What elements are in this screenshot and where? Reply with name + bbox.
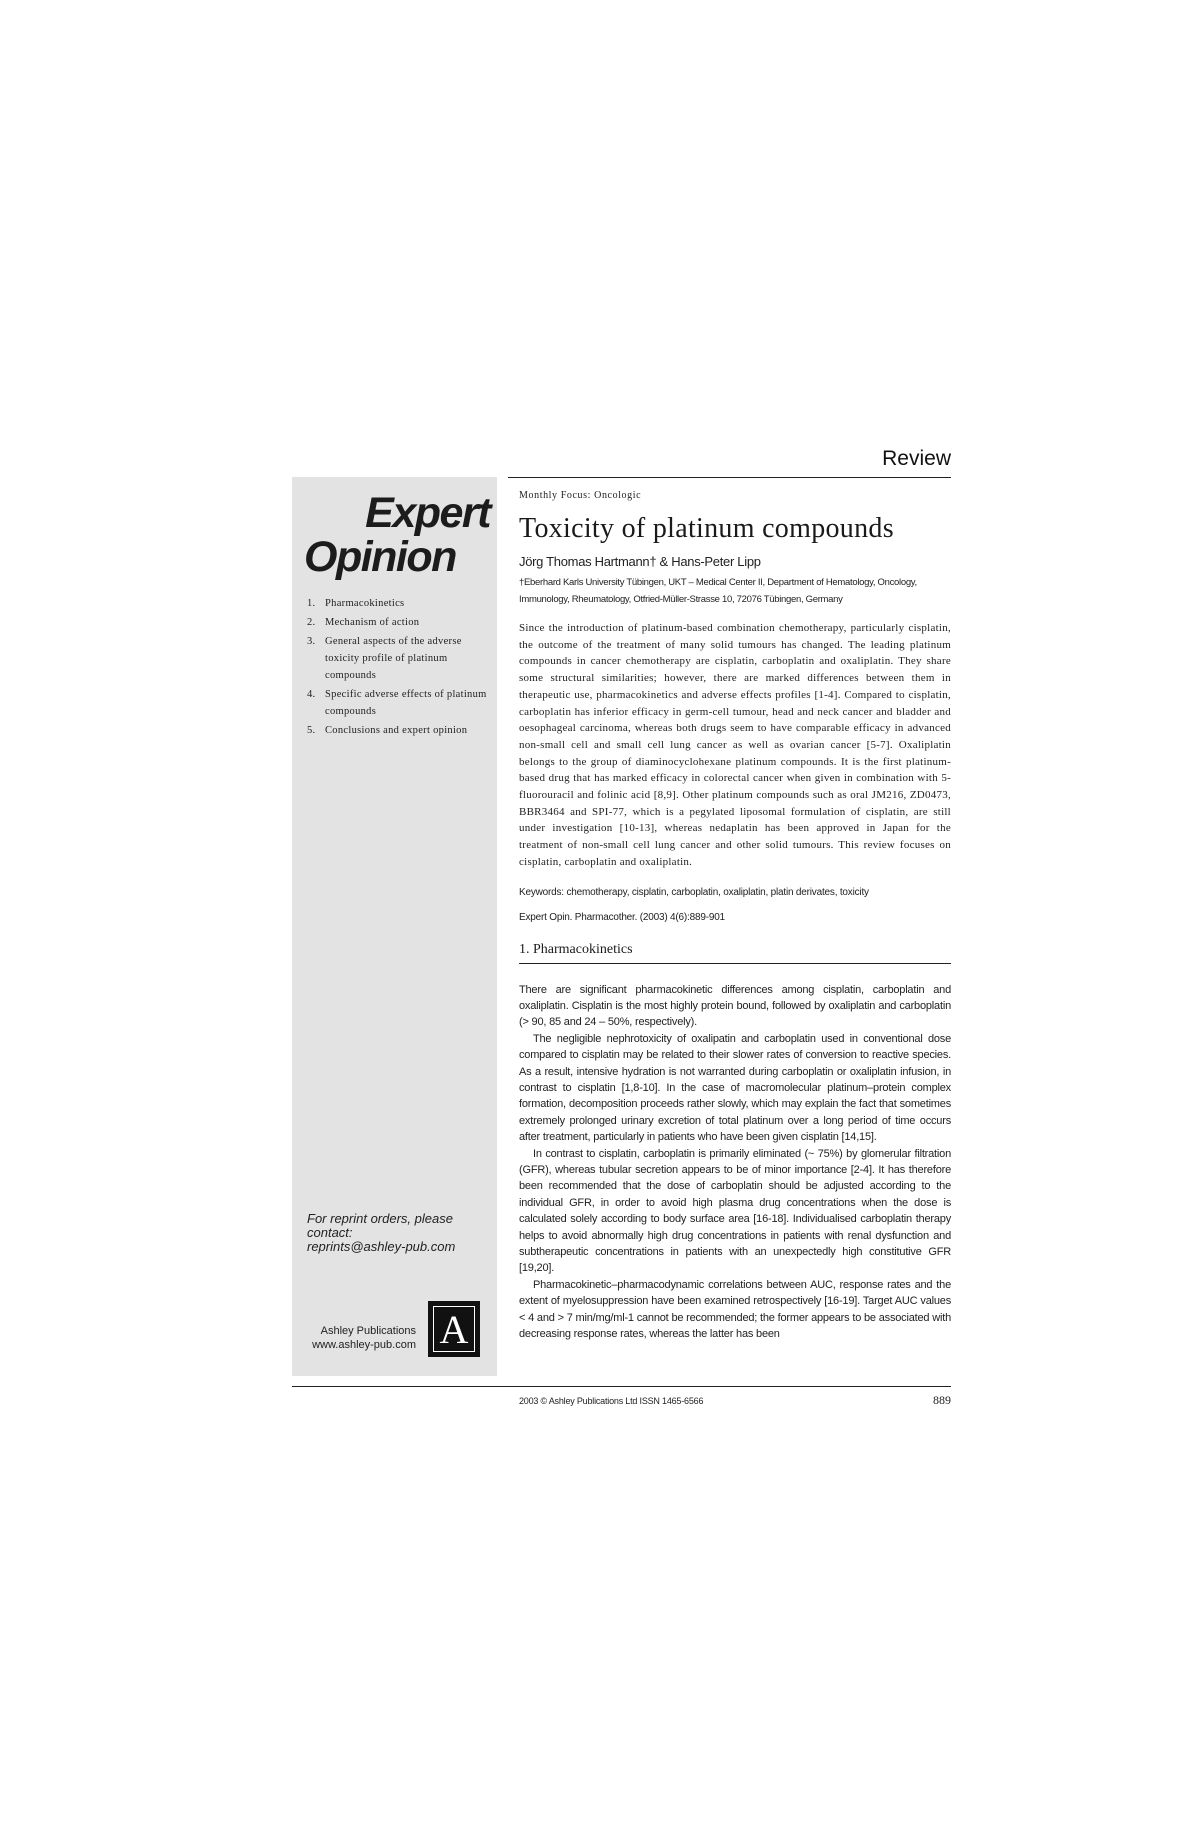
footer-copyright: 2003 © Ashley Publications Ltd ISSN 1465-6566 (519, 1396, 704, 1406)
author-affiliation: †Eberhard Karls University Tübingen, UKT – Medical Center II, Department of Hematology, Oncology, Immunology, Rheumatology, Otfried-Müller-Strasse 10, 72076 Tübingen, Germany (519, 577, 917, 605)
body-paragraph: Pharmacokinetic–pharmacodynamic correlations between AUC, response rates and the extent of myelosuppression have been examined retrospectively [16-19]. Target AUC values < 4 and > 7 min/mg/ml-1 cannot be recommended; the former appears to be associated with decreasing response rates, whereas the latter has been (519, 1278, 951, 1341)
article-citation: Expert Opin. Pharmacother. (2003) 4(6):889-901 (519, 911, 725, 923)
publisher-name: Ashley Publications (320, 1325, 416, 1337)
body-paragraph: There are significant pharmacokinetic differences among cisplatin, carboplatin and oxaliplatin. Cisplatin is the most highly protein bound, followed by oxaliplatin and carboplatin (> 90, 85 and 24 – 50%, respectively). (519, 983, 951, 1029)
top-rule (508, 477, 951, 478)
toc-label: Conclusions and expert opinion (325, 725, 468, 736)
publisher-logo-letter: A (433, 1306, 475, 1352)
brand-word-expert: Expert (365, 489, 490, 537)
reprint-notice (307, 1212, 492, 1254)
monthly-focus: Monthly Focus: Oncologic (519, 490, 642, 501)
body-paragraph: In contrast to cisplatin, carboplatin is primarily eliminated (~ 75%) by glomerular filtration (GFR), whereas tubular secretion appears to be of minor importance [2-4]. It has therefore been recommended that the dose of carboplatin should be adjusted according to the individual GFR, in order to avoid high plasma drug concentrations when the dose is calculated solely according to body surface area [16-18]. Individualised carboplatin therapy helps to avoid abnormally high drug concentrations in patients with renal dysfunction and subtherapeutic concentrations in patients with an unexpectedly high constitutive GFR [19,20]. (519, 1147, 951, 1275)
brand-word-opinion: Opinion (304, 533, 456, 581)
toc-number: 2. (307, 617, 316, 628)
article-body (519, 982, 951, 1343)
toc-number: 3. (307, 636, 316, 647)
article-keywords: Keywords: chemotherapy, cisplatin, carboplatin, oxaliplatin, platin derivates, toxicity (519, 886, 869, 898)
article-title: Toxicity of platinum compounds (519, 513, 894, 544)
body-paragraph: The negligible nephrotoxicity of oxalipatin and carboplatin used in conventional dose compared to cisplatin may be related to their slower rates of conversion to reactive species. As a result, intensive hydration is not warranted during carboplatin or oxaliplatin infusion, in contrast to cisplatin [1,8-10]. In the case of macromolecular platinum–protein complex formation, decomposition proceeds rather slowly, which may explain the fact that sometimes extremely prolonged urinary excretion of total platinum over a long period of time occurs after treatment, particularly in patients who have been given cisplatin [14,15]. (519, 1032, 951, 1144)
table-of-contents (307, 595, 493, 741)
article-authors: Jörg Thomas Hartmann† & Hans-Peter Lipp (519, 554, 761, 569)
publisher-url-link[interactable]: www.ashley-pub.com (312, 1339, 416, 1351)
bottom-rule (292, 1386, 951, 1387)
toc-number: 5. (307, 725, 316, 736)
toc-item[interactable] (307, 722, 493, 739)
toc-item[interactable] (307, 686, 493, 720)
toc-item[interactable] (307, 614, 493, 631)
article-column (519, 490, 951, 1342)
journal-logo (304, 491, 490, 579)
sidebar (292, 477, 497, 1376)
reprint-line: contact: (307, 1225, 353, 1240)
toc-label: Mechanism of action (325, 617, 420, 628)
reprint-line: For reprint orders, please (307, 1211, 453, 1226)
toc-number: 4. (307, 689, 316, 700)
toc-label: Pharmacokinetics (325, 598, 405, 609)
article-abstract: Since the introduction of platinum-based combination chemotherapy, particularly cisplatin, the outcome of the treatment of many solid tumours has changed. The leading platinum compounds in cancer chemotherapy are cisplatin, carboplatin and oxaliplatin. They share some structural similarities; however, there are marked differences between them in therapeutic use, pharmacokinetics and adverse effects profiles [1-4]. Compared to cisplatin, carboplatin has inferior efficacy in germ-cell tumour, head and neck cancer and bladder and oesophageal carcinoma, whereas both drugs seem to have comparable efficacy in advanced non-small cell and small cell lung cancer as well as ovarian cancer [5-7]. Oxaliplatin belongs to the group of diaminocyclohexane platinum compounds. It is the first platinum-based drug that has marked efficacy in colorectal cancer when given in combination with 5-fluorouracil and folinic acid [8,9]. Other platinum compounds such as oral JM216, ZD0473, BBR3464 and SPI-77, which is a pegylated liposomal formulation of cisplatin, are still under investigation [10-13], whereas nedaplatin has been approved in Japan for the treatment of non-small cell lung cancer and other solid tumours. This review focuses on cisplatin, carboplatin and oxaliplatin. (519, 622, 951, 868)
toc-label: General aspects of the adverse toxicity profile of platinum compounds (325, 636, 462, 681)
toc-number: 1. (307, 598, 316, 609)
toc-label: Specific adverse effects of platinum compounds (325, 689, 487, 717)
publisher-logo (428, 1301, 480, 1357)
page-number: 889 (933, 1393, 951, 1407)
publisher-info (306, 1324, 416, 1352)
reprint-email-link[interactable]: reprints@ashley-pub.com (307, 1239, 456, 1254)
section-label: Review (882, 447, 951, 470)
toc-item[interactable] (307, 633, 493, 684)
toc-item[interactable] (307, 595, 493, 612)
section-heading: 1. Pharmacokinetics (519, 942, 951, 964)
